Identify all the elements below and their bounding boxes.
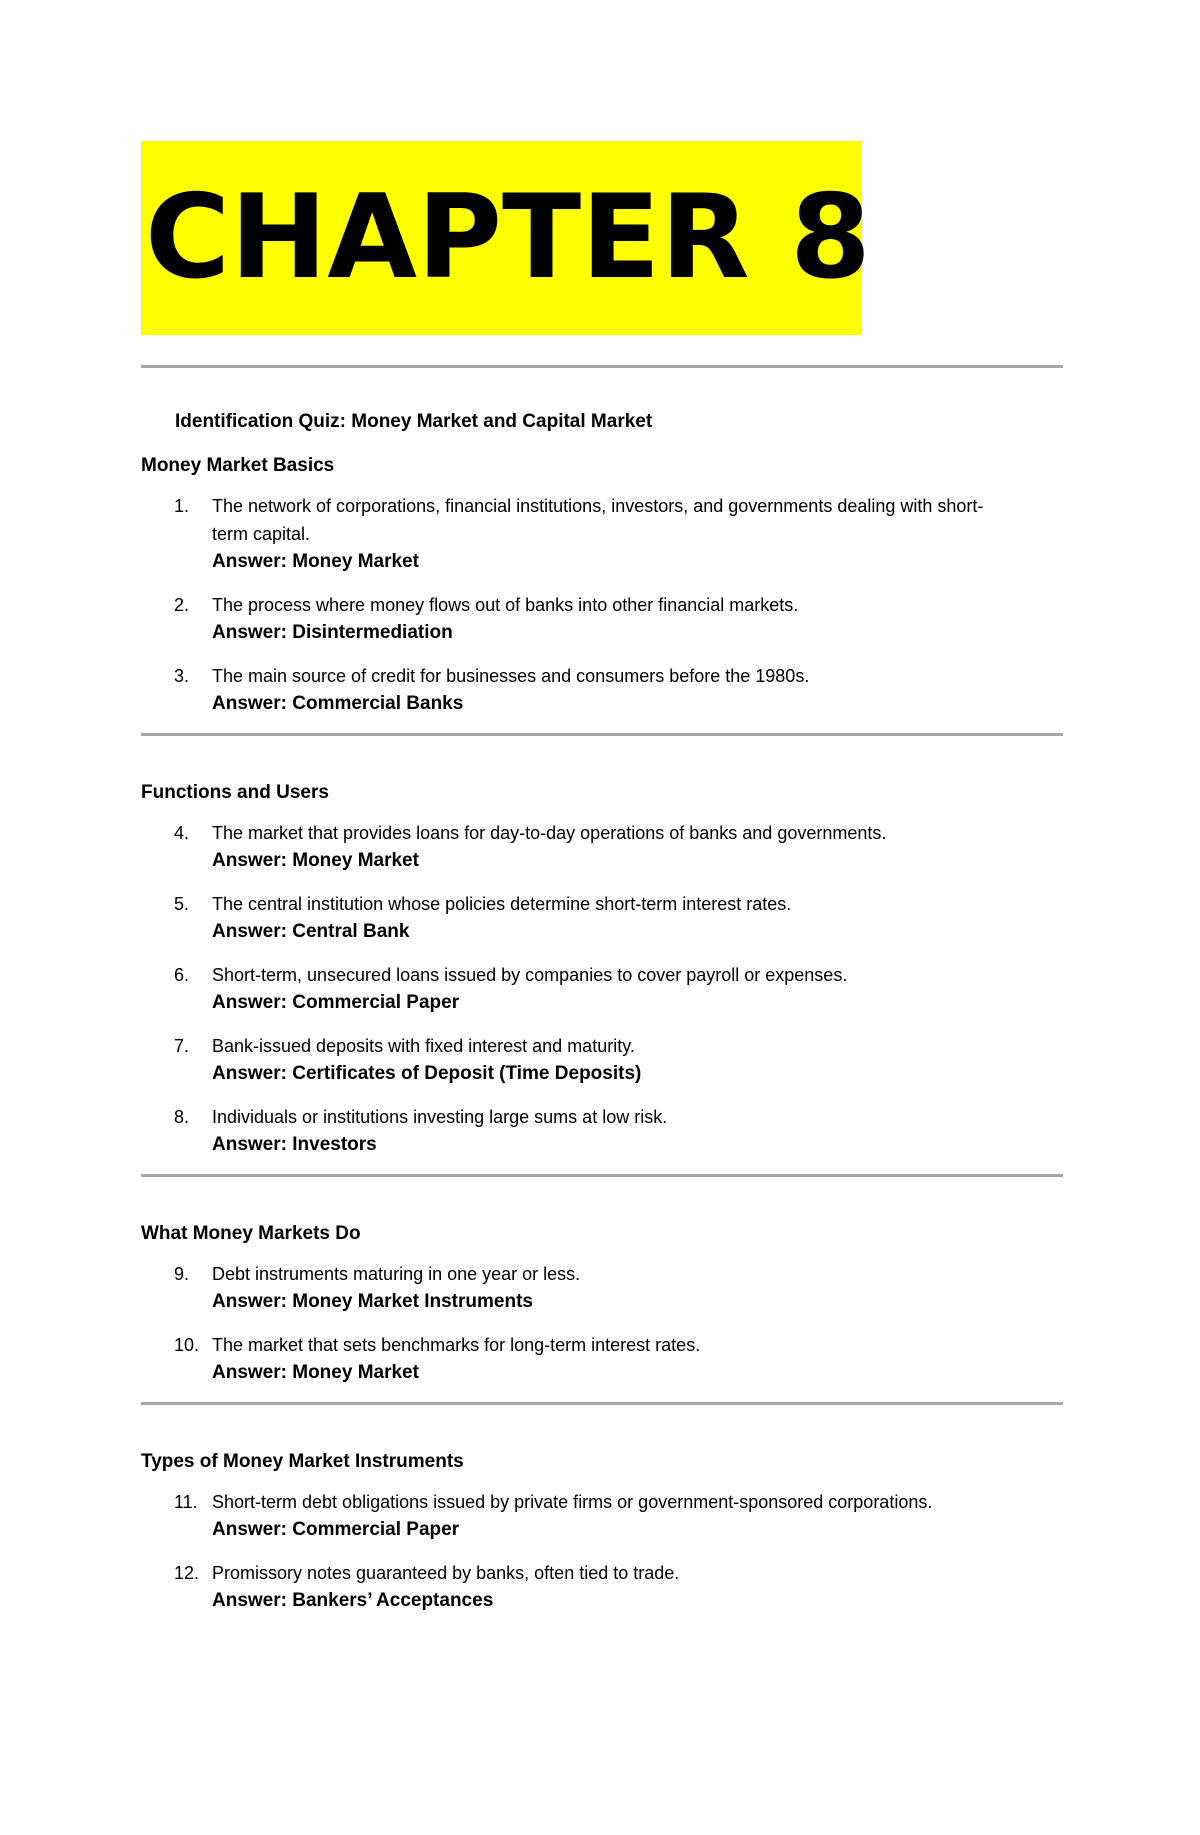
question-answer: Answer: Disintermediation [212,622,453,643]
question-number: 5. [174,894,190,914]
question-text: Short-term debt obligations issued by private firms or government-sponsored corporations. [212,1492,933,1512]
document-page [141,141,1061,1630]
question-item [141,819,1061,875]
question-list [141,1260,1061,1387]
question-number: 2. [174,595,190,615]
question-number: 3. [174,666,190,686]
question-item [141,1103,1061,1159]
question-item [141,1260,1061,1316]
question-number: 4. [174,823,190,843]
question-list [141,492,1061,718]
question-text: The central institution whose policies determine short-term interest rates. [212,894,792,914]
question-answer: Answer: Commercial Banks [212,693,464,714]
question-item [141,591,1061,647]
question-text: The market that sets benchmarks for long-term interest rates. [212,1335,701,1355]
section-heading: Types of Money Market Instruments [141,1451,464,1472]
question-text: The network of corporations, financial institutions, investors, and governments dealing with short-term capital. [212,496,984,544]
question-text: The market that provides loans for day-to-day operations of banks and governments. [212,823,887,843]
question-number: 12. [174,1563,200,1583]
section-heading: What Money Markets Do [141,1223,361,1244]
question-item [141,1331,1061,1387]
question-answer: Answer: Bankers’ Acceptances [212,1590,494,1611]
question-number: 9. [174,1264,190,1284]
question-number: 10. [174,1335,200,1355]
question-number: 6. [174,965,190,985]
question-answer: Answer: Money Market [212,551,419,572]
question-text: The main source of credit for businesses and consumers before the 1980s. [212,666,810,686]
question-item [141,662,1061,718]
divider [141,1402,1063,1405]
question-text: Debt instruments maturing in one year or less. [212,1264,581,1284]
section-functions-and-users [141,781,1061,1159]
section-money-market-basics [141,454,1061,718]
chapter-title: CHAPTER 8 [145,170,871,305]
chapter-banner [141,141,871,335]
section-heading: Functions and Users [141,782,329,803]
question-number: 7. [174,1036,190,1056]
question-answer: Answer: Commercial Paper [212,992,460,1013]
question-list [141,819,1061,1159]
question-answer: Answer: Money Market [212,850,419,871]
question-text: Short-term, unsecured loans issued by companies to cover payroll or expenses. [212,965,848,985]
question-answer: Answer: Commercial Paper [212,1519,460,1540]
section-what-money-markets-do [141,1222,1061,1387]
question-answer: Answer: Money Market Instruments [212,1291,533,1312]
question-text: The process where money flows out of banks into other financial markets. [212,595,799,615]
question-item [141,1559,1061,1615]
divider [141,365,1063,368]
question-item [141,1032,1061,1088]
question-answer: Answer: Certificates of Deposit (Time Deposits) [212,1063,642,1084]
question-text: Promissory notes guaranteed by banks, often tied to trade. [212,1563,680,1583]
divider [141,733,1063,736]
question-number: 11. [174,1492,198,1512]
divider [141,1174,1063,1177]
question-item [141,961,1061,1017]
question-number: 8. [174,1107,190,1127]
quiz-title: Identification Quiz: Money Market and Capital Market [175,411,653,432]
question-item [141,890,1061,946]
question-answer: Answer: Investors [212,1134,377,1155]
question-item [141,1488,1061,1544]
question-item [141,492,1061,576]
question-answer: Answer: Central Bank [212,921,410,942]
section-heading: Money Market Basics [141,455,335,476]
question-list [141,1488,1061,1615]
question-text: Bank-issued deposits with fixed interest and maturity. [212,1036,635,1056]
question-text: Individuals or institutions investing large sums at low risk. [212,1107,668,1127]
question-answer: Answer: Money Market [212,1362,419,1383]
section-types-of-instruments [141,1450,1061,1615]
question-number: 1. [174,496,190,516]
